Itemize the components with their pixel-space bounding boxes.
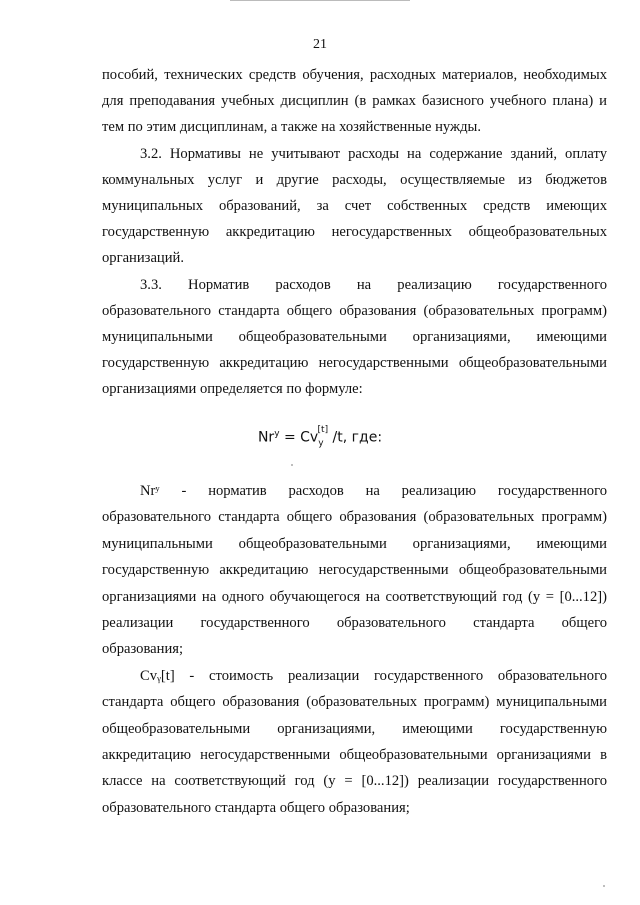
formula-tail: /t, где: (328, 429, 383, 446)
text-line: организациями определяется по формуле: (102, 381, 363, 398)
text-line: реализации государственного образовательного стандарта общего (102, 615, 607, 631)
scan-speck (603, 885, 605, 887)
formula-lhs-sup: у (274, 429, 280, 439)
text-line: муниципальными общеобразовательными организациями, имеющими (102, 329, 607, 345)
text-line: классе на соответствующий год (у = [0...12]) реализации государственного (102, 773, 607, 790)
text-line: образовательного стандарта общего образования (образовательных программ) (102, 509, 607, 526)
formula-equals: = (279, 429, 301, 446)
text-line: коммунальных услуг и другие расходы, осуществляемые из бюджетов (102, 171, 607, 188)
text-line: образовательного стандарта общего образования (образовательных программ) (102, 302, 607, 319)
text-line: 3.3. Норматив расходов на реализацию государственного (140, 276, 607, 293)
page-number: 21 (313, 37, 327, 52)
text-line: аккредитацию негосударственными общеобразовательными организациями в (102, 747, 607, 763)
formula-rhs: Cv (300, 429, 319, 446)
text-line: общеобразовательными организациями, имеющими государственную (102, 720, 607, 737)
formula-lhs: Nr (257, 429, 275, 446)
text-line: пособий, технических средств обучения, расходных материалов, необходимых (102, 67, 607, 83)
formula (0, 425, 640, 449)
text-line: государственную аккредитацию негосударственными общеобразовательными (102, 562, 607, 579)
text-line: образования; (102, 641, 184, 658)
scan-speck (291, 464, 293, 466)
text-line: организаций. (102, 250, 184, 267)
text-line: стандарта общего образования (образовательных программ) муниципальными (102, 694, 607, 711)
text-line: для преподавания учебных дисциплин (в рамках базисного учебного плана) и (102, 93, 607, 110)
formula-rhs-sub: у (318, 438, 324, 449)
text-line: муниципальных образований, за счет собственных средств имеющих (102, 198, 607, 214)
formula-rhs-sup: [t] (317, 425, 329, 435)
text-line: тем по этим дисциплинам, а также на хозяйственные нужды. (102, 119, 481, 136)
text-line: Nrʸ - норматив расходов на реализацию государственного (140, 483, 607, 499)
text-line: государственную аккредитацию негосударственными общеобразовательными (102, 355, 607, 372)
text-line: государственную аккредитацию негосударственных общеобразовательных (102, 224, 607, 241)
scan-top-edge (230, 0, 410, 1)
text-line: организациями на одного обучающегося на соответствующий год (у = [0...12]) (102, 588, 607, 605)
text-line: образовательного стандарта общего образования; (102, 799, 410, 816)
text-line: 3.2. Нормативы не учитывают расходы на содержание зданий, оплату (140, 145, 607, 162)
text-line: Cvᵧ[t] - стоимость реализации государственного образовательного (140, 667, 607, 684)
text-line: муниципальными общеобразовательными организациями, имеющими (102, 535, 607, 552)
